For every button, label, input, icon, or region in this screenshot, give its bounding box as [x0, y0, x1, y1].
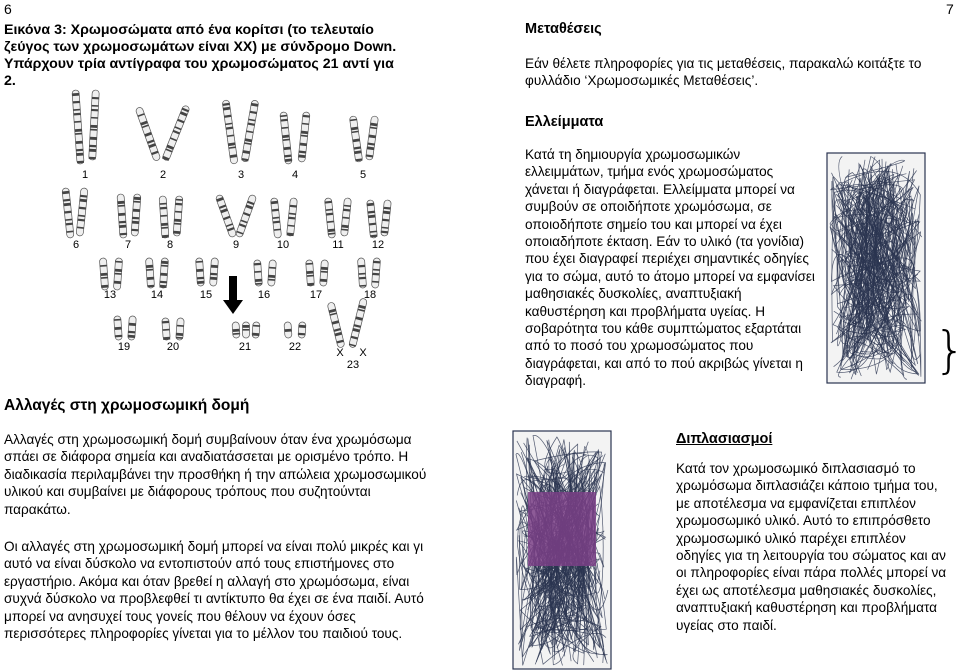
duplications-text: Κατά τον χρωμοσωμικό διπλασιασμό το χρωμόσωμα διπλασιάζει κάποιο τμήμα του, με αποτέλεσμα να εμφανίζεται επιπλέον χρωμοσωμικό υλικό. Αυτό το επιπρόσθετο χρωμοσωμικό υλικό παρέχει επιπλέον οδηγίες για τη λειτουργία του σώματος και αν οι πληροφορίες είναι πάρα πολλές μπορεί να έχει ως αποτέλεσμα μαθησιακές δυσκολίες, αναπτυξιακή καθυστέρηση και προβλήματα υγείας στο παιδί.: [676, 461, 947, 633]
structural-changes-heading: Αλλαγές στη χρωμοσωμική δομή: [4, 397, 250, 414]
karyotype-label: X: [359, 347, 367, 359]
chromosome: [131, 194, 141, 236]
deletions-text: Κατά τη δημιουργία χρωμοσωμικών ελλειμμάτων, τμήμα ενός χρωμοσώματος χάνεται ή διαγράφεται. Ελλείμματα μπορεί να συμβούν σε οποιδήποτε χρωμόσωμα, σε οποιοδήποτε σημείο του και μπορεί να έχει οποιαδήποτε έκταση. Εάν το υλικό (τα γονίδια) που έχει διαγραφεί περιέχει σημαντικές οδηγίες για το σώμα, αυτό το άτομο μπορεί να εμφανίσει μαθησιακές δυσκολίες, αναπτυξιακή καθυστέρηση και προβλήματα υγείας. Η σοβαρότητα του κάθε συμπτώματος εξαρτάται από το ποσό του χρωμοσώματος που διαγράφεται, και από το πού ακριβώς γίνεται η διαγραφή.: [525, 147, 815, 389]
karyotype-label: 3: [237, 169, 245, 181]
chromosome: [298, 322, 306, 338]
karyotype-label: 4: [291, 169, 299, 181]
chromosome: [72, 90, 84, 164]
karyotype-label: 14: [150, 289, 164, 301]
chromosome: [381, 200, 392, 237]
karyotype-label: 2: [159, 169, 167, 181]
duplicated-segment-1: [528, 492, 596, 530]
translocations-heading: Μεταθέσεις: [525, 21, 602, 37]
karyotype-image: [60, 88, 395, 378]
chromosome: [287, 198, 298, 237]
karyotype-label: 16: [257, 289, 271, 301]
chromosome: [196, 258, 205, 286]
chromosome: [341, 198, 352, 237]
karyotype-label: X: [336, 347, 344, 359]
duplicated-chromosome-image: [512, 430, 612, 670]
chromosome: [306, 260, 315, 286]
page-number-left: 6: [4, 1, 12, 17]
chromosome: [270, 198, 281, 239]
figure-caption: Εικόνα 3: Χρωμοσώματα από ένα κορίτσι (το τελευταίο ζεύγος των χρωμοσωμάτων είναι XX) με σύνδρομο Down. Υπάρχουν τρία αντίγραφα του χρωμοσώματος 21 αντί για 2.: [4, 22, 397, 89]
chromosome: [159, 258, 168, 288]
chromosome: [357, 258, 366, 288]
chromosome: [252, 322, 260, 338]
structural-changes-para-1: Αλλαγές στη χρωμοσωμική δομή συμβαίνουν όταν ένα χρωμόσωμα σπάει σε διάφορα σημεία και αναδιατάσσεται με ορισμένο τρόπο. Η διαδικασία περιλαμβάνει την προσθήκη ή την απώλεια χρωμοσωμικού υλικού και συμβαίνει με διάφορους τρόπους που συζητούνται παρακάτω.: [4, 432, 427, 517]
karyotype-label: 12: [371, 239, 385, 251]
chromosome: [254, 260, 263, 286]
chromosome: [232, 322, 240, 338]
karyotype-label: 9: [232, 239, 240, 251]
chromosome: [210, 258, 219, 286]
karyotype-label: 10: [276, 239, 290, 251]
chromosome: [327, 302, 345, 348]
karyotype-label: 8: [166, 239, 174, 251]
karyotype-label: 22: [288, 341, 302, 353]
chromosome: [135, 106, 161, 161]
chromosome: [176, 318, 185, 340]
chromosome: [113, 258, 122, 290]
karyotype-chromosomes: [62, 90, 391, 348]
chromosome: [349, 298, 368, 348]
chromosome: [173, 196, 183, 236]
chromosome: [162, 318, 171, 340]
structural-changes-para-2: Οι αλλαγές στη χρωμοσωμική δομή μπορεί να είναι πολύ μικρές και γι αυτό να είναι δύσκολο να εντοπιστούν από τους επιστήμονες στο εργαστήριο. Ακόμα και όταν βρεθεί η αλλαγή στο χρωμόσωμα, είναι συχνά δύσκολο να προβλεφθεί τι αντίκτυπο θα έχει σε ένα παιδί. Αυτό μπορεί να ανησυχεί τους γονείς που θέλουν να έχουν όσες περισσότερες πληροφορίες γίνεται για το μέλλον του παιδιού τους.: [4, 539, 424, 642]
duplicated-segment-2: [528, 530, 596, 566]
karyotype-label: 5: [359, 169, 367, 181]
chromosome: [268, 260, 277, 286]
chromosome: [320, 260, 329, 286]
down-arrow-icon: [223, 276, 243, 314]
chromosome: [284, 322, 292, 338]
chromosome: [117, 194, 127, 238]
chromosome: [365, 116, 378, 161]
karyotype-label: 23: [346, 359, 360, 371]
chromosome: [215, 194, 237, 238]
karyotype-label: 6: [72, 239, 80, 251]
deletions-heading: Ελλείμματα: [525, 114, 604, 130]
chromosome: [243, 322, 250, 338]
chromosome: [324, 198, 335, 239]
chromosome: [114, 316, 123, 340]
chromosome: [128, 316, 137, 340]
karyotype-label: 1: [81, 169, 89, 181]
chromosome: [367, 200, 378, 239]
karyotype-label: 18: [363, 289, 377, 301]
chromosome: [89, 90, 100, 160]
karyotype-label: 17: [309, 289, 323, 301]
chromosome: [162, 105, 190, 161]
page-number-right: 7: [946, 1, 954, 17]
translocations-text: Εάν θέλετε πληροφορίες για τις μεταθέσεις, παρακαλώ κοιτάξτε το φυλλάδιο ‘Χρωμοσωμικές Μεταθέσεις’.: [525, 56, 922, 89]
chromosome: [241, 100, 259, 162]
karyotype-label: 20: [166, 341, 180, 353]
karyotype-label: 7: [124, 239, 132, 251]
chromosome: [145, 258, 154, 288]
chromosome: [222, 100, 238, 164]
chromosome: [298, 112, 310, 162]
chromosome: [280, 112, 292, 164]
karyotype-label: 15: [199, 289, 213, 301]
chromosome: [371, 258, 380, 288]
deleted-chromosome-image: [826, 152, 926, 384]
chromosome: [349, 116, 362, 163]
chromosome: [99, 258, 108, 290]
karyotype-label: 13: [103, 289, 117, 301]
karyotype-label: 19: [117, 341, 131, 353]
karyotype-label: 11: [332, 239, 344, 251]
chromosome: [76, 188, 88, 236]
brace-symbol: }: [934, 321, 966, 379]
chromosome: [235, 194, 257, 238]
chromosome: [159, 196, 169, 238]
duplications-heading: Διπλασιασμοί: [676, 431, 773, 447]
chromosome: [62, 188, 74, 238]
karyotype-label: 21: [238, 341, 252, 353]
